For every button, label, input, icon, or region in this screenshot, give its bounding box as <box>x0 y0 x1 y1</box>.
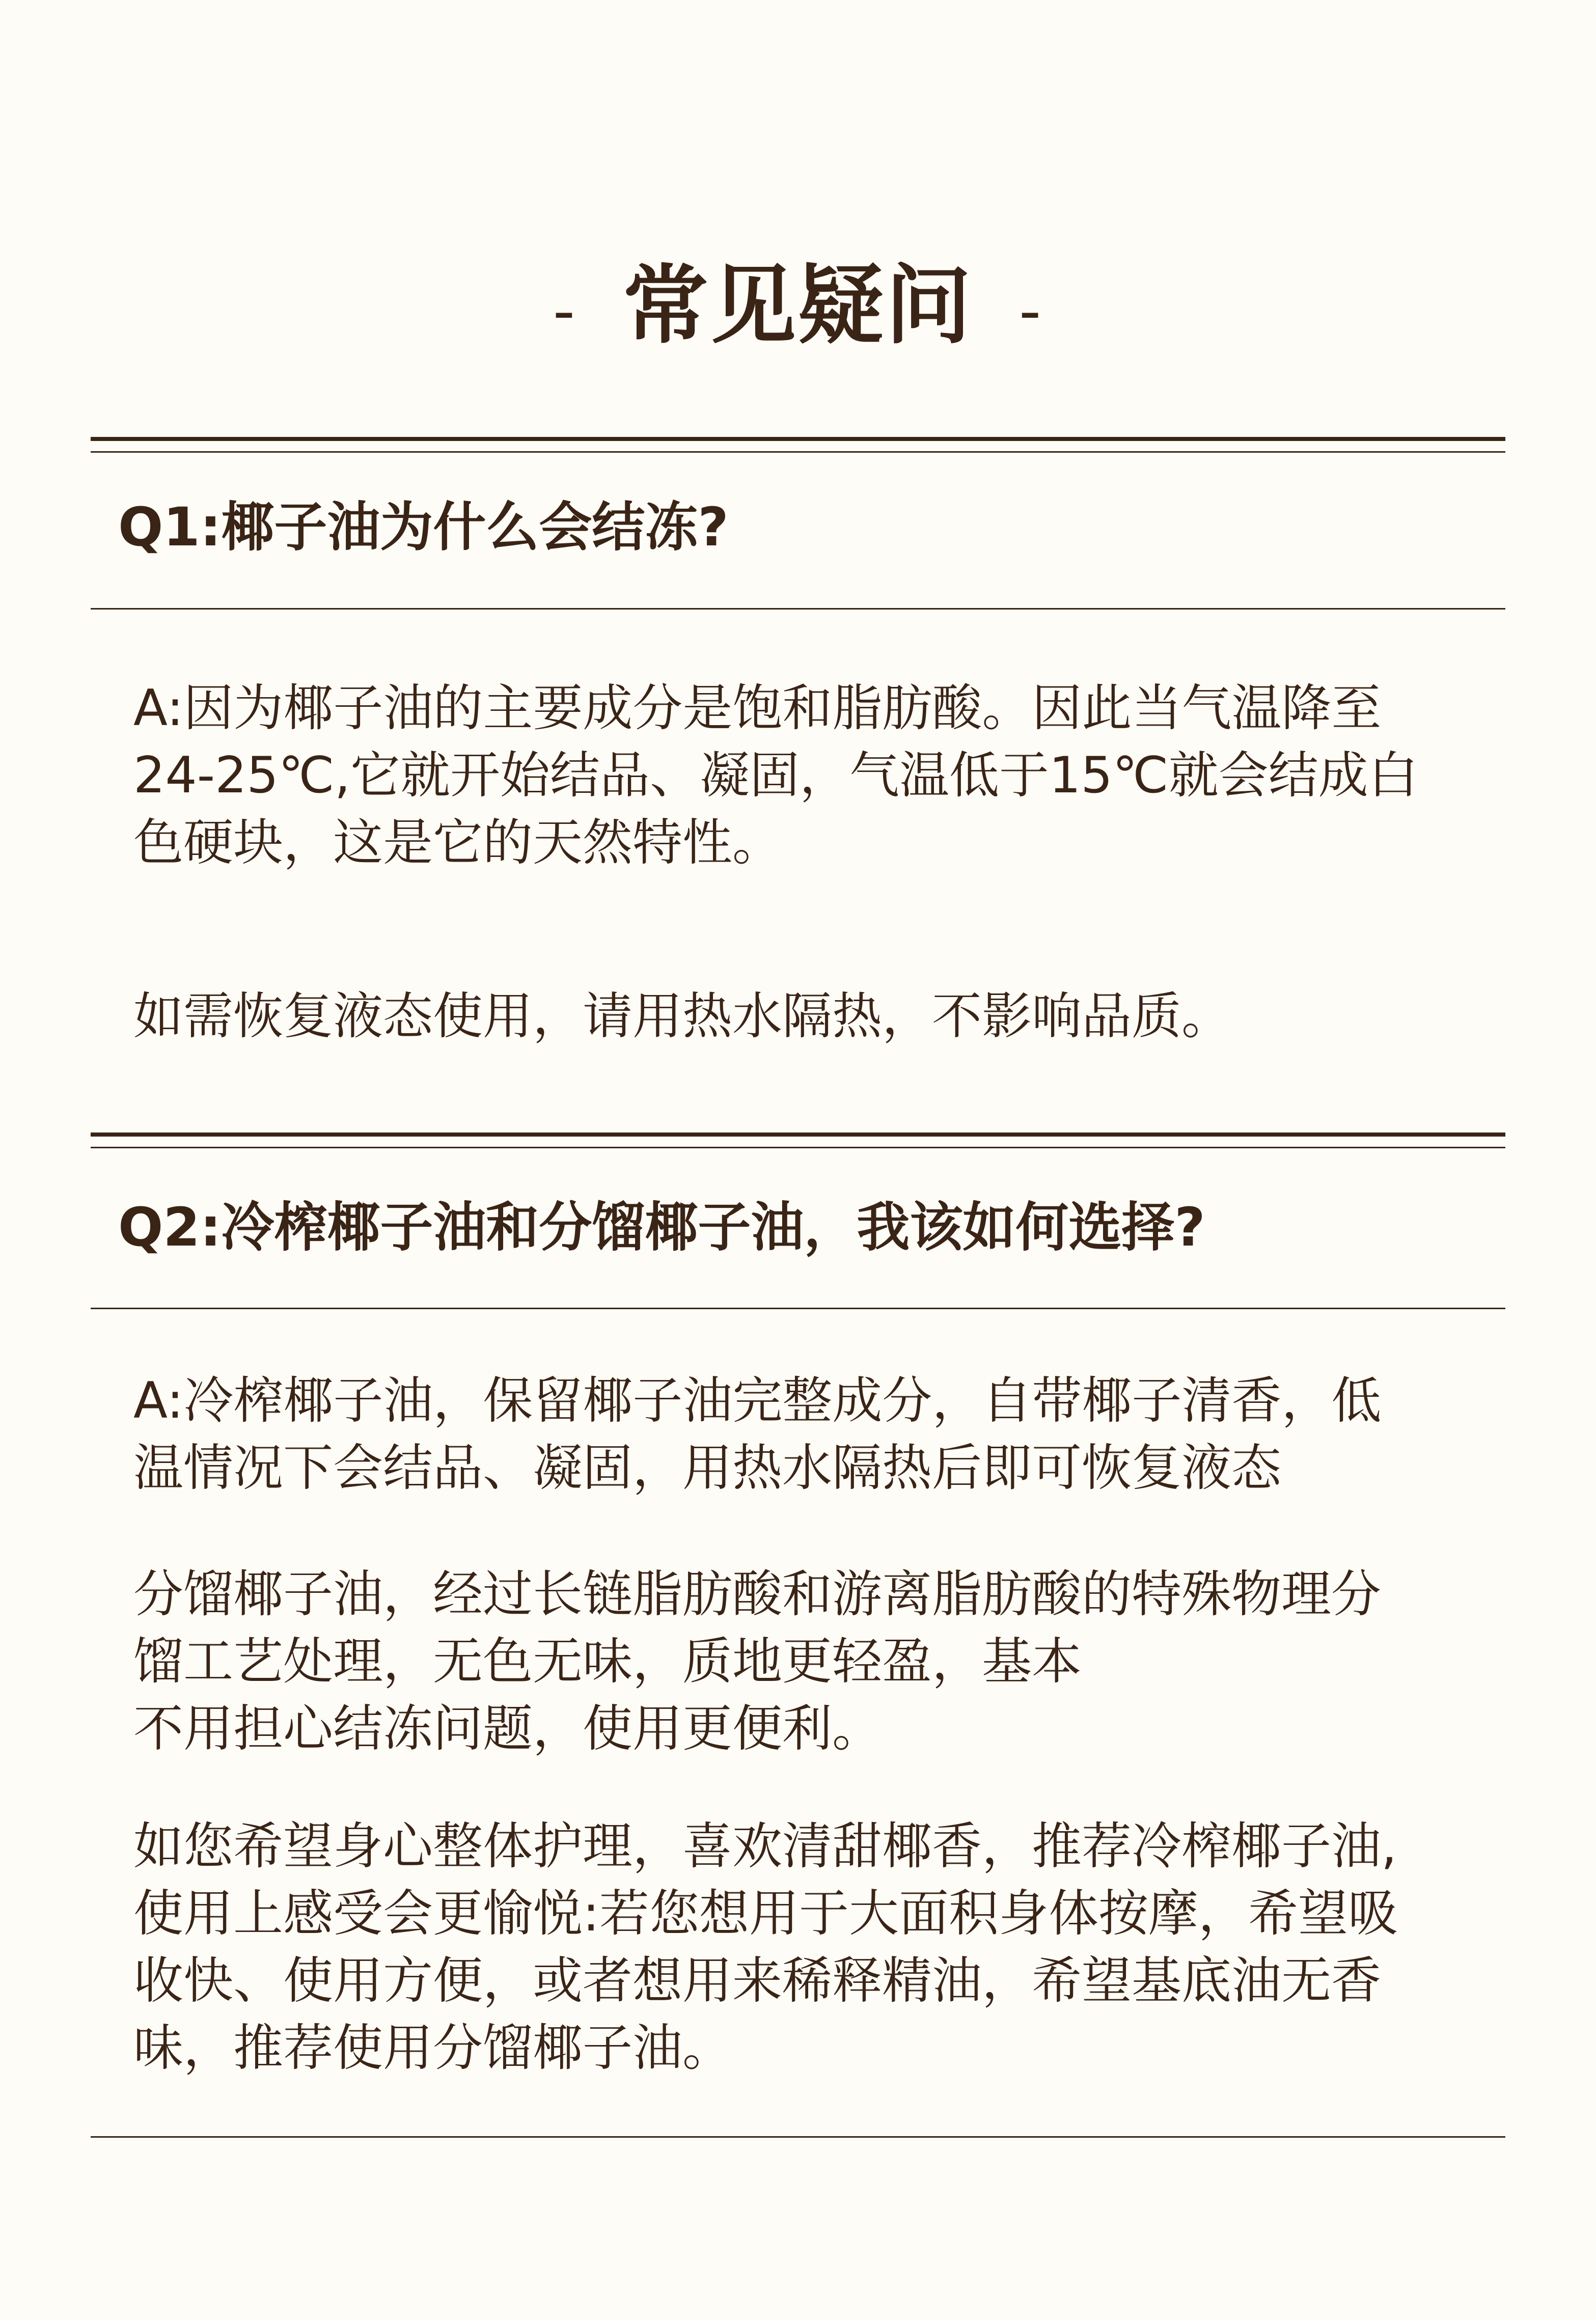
answer-1-line-1: A:因为椰子油的主要成分是饱和脂肪酸。因此当气温降至 <box>133 679 1382 737</box>
answer-2-part-3-line-2: 使用上感受会更愉悦:若您想用于大面积身体按摩，希望吸 <box>133 1885 1398 1943</box>
title-dash-right: - <box>1019 276 1043 347</box>
answer-2-part-2-line-2: 馏工艺处理，无色无味，质地更轻盈，基本 <box>133 1633 1082 1691</box>
answer-2-part-3-line-3: 收快、使用方便，或者想用来稀释精油，希望基底油无香 <box>133 1952 1382 2010</box>
answer-2-part-3-line-1: 如您希望身心整体护理，喜欢清甜椰香，推荐冷榨椰子油, <box>133 1817 1397 1875</box>
page-title <box>0 239 1596 378</box>
section-1-top-rule-thin <box>91 451 1505 453</box>
section-2-top-rule <box>91 1133 1505 1137</box>
answer-2-part-1-line-2: 温情况下会结品、凝固，用热水隔热后即可恢复液态 <box>133 1439 1282 1497</box>
answer-2-part-2-line-3: 不用担心结冻问题，使用更便利。 <box>133 1700 883 1758</box>
answer-2-part-2-line-1: 分馏椰子油，经过长链脂肪酸和游离脂肪酸的特殊物理分 <box>133 1565 1382 1623</box>
title-dash-left: - <box>553 276 577 347</box>
faq-question-1: Q1:椰子油为什么会结冻? <box>118 496 729 558</box>
answer-2-part-1-line-1: A:冷榨椰子油，保留椰子油完整成分，自带椰子清香，低 <box>133 1372 1382 1430</box>
faq-note-1: 如需恢复液态使用，请用热水隔热，不影响品质。 <box>133 987 1232 1045</box>
faq-answer-2-part-2 <box>133 1561 1508 1762</box>
section-2-top-rule-thin <box>91 1147 1505 1148</box>
section-1-divider <box>91 608 1505 610</box>
answer-1-line-2: 24-25℃,它就开始结品、凝固，气温低于15℃就会结成白 <box>133 747 1418 805</box>
faq-question-2: Q2:冷榨椰子油和分馏椰子油，我该如何选择? <box>118 1196 1205 1258</box>
answer-1-line-3: 色硬块，这是它的天然特性。 <box>133 814 783 872</box>
faq-answer-1 <box>133 675 1508 876</box>
title-text: 常见疑问 <box>623 256 973 355</box>
section-1-top-rule <box>91 437 1505 441</box>
faq-answer-2-part-1 <box>133 1367 1508 1502</box>
section-2-divider <box>91 1308 1505 1309</box>
answer-2-part-3-line-4: 味，推荐使用分馏椰子油。 <box>133 2019 733 2077</box>
faq-answer-2-part-3 <box>133 1813 1508 2082</box>
section-2-bottom-rule <box>91 2136 1505 2138</box>
